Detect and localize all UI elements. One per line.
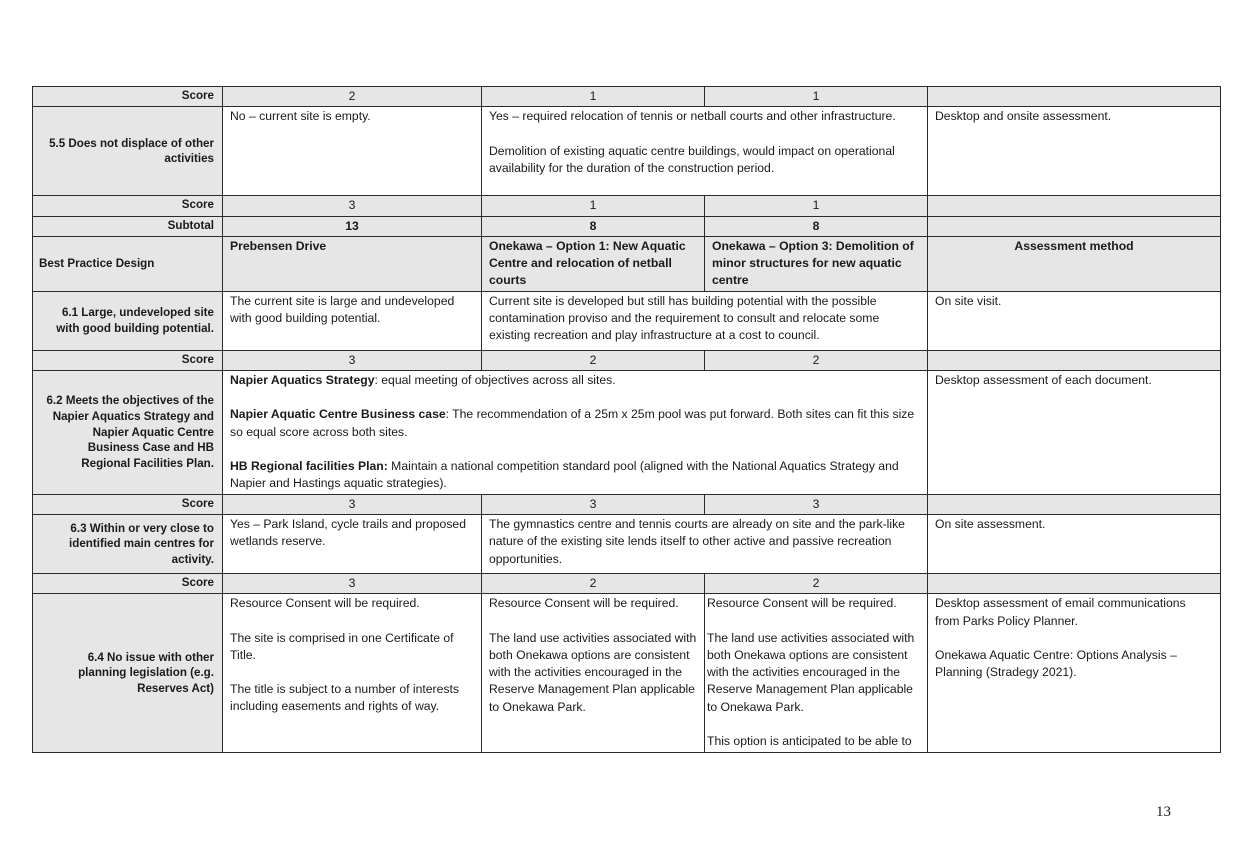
objectives-paragraph <box>230 458 920 493</box>
onekawa-paragraph: Current site is developed but still has building potential with the possible contamination proviso and the requirement to consult and relocate some existing recreation and play infrastructure at a cost to council. <box>489 293 880 343</box>
score-method <box>928 494 1221 514</box>
objectives-paragraph <box>230 372 920 389</box>
objectives-text: Maintain a national competition standard pool (aligned with the National Aquatics Strategy and Napier and Hastings aquatic strategies). <box>230 459 899 491</box>
onekawa-paragraph: Demolition of existing aquatic centre buildings, would impact on operational availability for the duration of the construction period. <box>489 143 895 175</box>
prebensen-paragraph: Resource Consent will be required. <box>230 596 420 611</box>
subtotal-label: Subtotal <box>33 216 223 236</box>
method-paragraph: Onekawa Aquatic Centre: Options Analysis – Planning (Stradegy 2021). <box>935 647 1177 680</box>
score-row <box>33 350 1221 370</box>
criterion-row-6-4 <box>33 594 1221 753</box>
column-header-onekawa-option-3: Onekawa – Option 3: Demolition of minor structures for new aquatic centre <box>705 236 928 291</box>
onekawa-paragraph: The gymnastics centre and tennis courts are already on site and the park-like nature of the existing site lends itself to other active and passive recreation opportunities. <box>489 516 905 566</box>
method-cell: On site assessment. <box>928 514 1221 573</box>
subtotal-onekawa-option-1: 8 <box>482 216 705 236</box>
criterion-label: 6.3 Within or very close to identified main centres for activity. <box>33 514 223 573</box>
score-onekawa-option-1: 2 <box>482 573 705 593</box>
criterion-row-5-5 <box>33 107 1221 196</box>
onekawa-cell <box>482 291 928 350</box>
score-prebensen: 3 <box>223 196 482 216</box>
score-onekawa-option-1: 1 <box>482 196 705 216</box>
method-paragraph: Desktop assessment of email communications from Parks Policy Planner. <box>935 596 1186 628</box>
score-onekawa-option-3: 2 <box>705 350 928 370</box>
score-row <box>33 494 1221 514</box>
prebensen-cell: The current site is large and undeveloped with good building potential. <box>223 291 482 350</box>
method-cell: Desktop and onsite assessment. <box>928 107 1221 196</box>
option-1-paragraph: The land use activities associated with both Onekawa options are consistent with the activities encouraged in the Reserve Management Plan applicable to Onekawa Park. <box>489 630 697 714</box>
objectives-text: : equal meeting of objectives across all sites. <box>374 373 616 388</box>
objectives-heading: Napier Aquatic Centre Business case <box>230 407 446 422</box>
score-prebensen: 3 <box>223 494 482 514</box>
option-3-paragraph: Resource Consent will be required. <box>707 596 897 611</box>
score-method <box>928 87 1221 107</box>
onekawa-option-3-cell <box>705 594 928 753</box>
objectives-paragraph <box>230 406 920 441</box>
score-method <box>928 573 1221 593</box>
objectives-cell <box>223 371 928 494</box>
column-header-prebensen: Prebensen Drive <box>223 236 482 291</box>
method-cell <box>928 594 1221 753</box>
assessment-table <box>32 86 1221 753</box>
section-title: Best Practice Design <box>33 236 223 291</box>
objectives-heading: Napier Aquatics Strategy <box>230 373 375 388</box>
section-header-row <box>33 236 1221 291</box>
objectives-text: : The recommendation of a 25m x 25m pool was put forward. Both sites can fit this size so equal score across both sites. <box>230 407 915 439</box>
score-label: Score <box>33 350 223 370</box>
prebensen-cell: No – current site is empty. <box>223 107 482 196</box>
score-onekawa-option-3: 2 <box>705 573 928 593</box>
method-cell: On site visit. <box>928 291 1221 350</box>
score-label: Score <box>33 494 223 514</box>
subtotal-row <box>33 216 1221 236</box>
score-onekawa-option-3: 3 <box>705 494 928 514</box>
option-1-paragraph: Resource Consent will be required. <box>489 596 679 611</box>
criterion-row-6-2 <box>33 371 1221 494</box>
score-method <box>928 350 1221 370</box>
method-cell: Desktop assessment of each document. <box>928 371 1221 494</box>
column-header-onekawa-option-1: Onekawa – Option 1: New Aquatic Centre and relocation of netball courts <box>482 236 705 291</box>
page-number: 13 <box>1156 804 1171 820</box>
option-3-paragraph: This option is anticipated to be able to <box>707 734 912 749</box>
score-label: Score <box>33 87 223 107</box>
criterion-label: 6.2 Meets the objectives of the Napier Aquatics Strategy and Napier Aquatic Centre Business Case and HB Regional Facilities Plan. <box>33 371 223 494</box>
score-onekawa-option-1: 1 <box>482 87 705 107</box>
criterion-row-6-1 <box>33 291 1221 350</box>
subtotal-onekawa-option-3: 8 <box>705 216 928 236</box>
onekawa-cell <box>482 107 928 196</box>
onekawa-paragraph: Yes – required relocation of tennis or netball courts and other infrastructure. <box>489 109 896 124</box>
score-onekawa-option-1: 3 <box>482 494 705 514</box>
prebensen-cell: Yes – Park Island, cycle trails and proposed wetlands reserve. <box>223 514 482 573</box>
score-onekawa-option-1: 2 <box>482 350 705 370</box>
objectives-heading: HB Regional facilities Plan: <box>230 459 388 474</box>
score-label: Score <box>33 196 223 216</box>
score-row <box>33 573 1221 593</box>
prebensen-paragraph: The title is subject to a number of interests including easements and rights of way. <box>230 682 459 714</box>
onekawa-cell <box>482 514 928 573</box>
onekawa-option-1-cell <box>482 594 705 753</box>
criterion-label: 6.1 Large, undeveloped site with good building potential. <box>33 291 223 350</box>
column-header-assessment-method: Assessment method <box>928 236 1221 291</box>
prebensen-paragraph: The site is comprised in one Certificate of Title. <box>230 630 454 662</box>
score-onekawa-option-3: 1 <box>705 87 928 107</box>
subtotal-prebensen: 13 <box>223 216 482 236</box>
criterion-label: 6.4 No issue with other planning legislation (e.g. Reserves Act) <box>33 594 223 753</box>
option-3-paragraph: The land use activities associated with both Onekawa options are consistent with the activities encouraged in the Reserve Management Plan applicable to Onekawa Park. <box>707 630 915 714</box>
score-prebensen: 3 <box>223 350 482 370</box>
score-row <box>33 87 1221 107</box>
criterion-label: 5.5 Does not displace of other activities <box>33 107 223 196</box>
score-prebensen: 3 <box>223 573 482 593</box>
prebensen-cell <box>223 594 482 753</box>
score-onekawa-option-3: 1 <box>705 196 928 216</box>
subtotal-method <box>928 216 1221 236</box>
score-method <box>928 196 1221 216</box>
score-row <box>33 196 1221 216</box>
criterion-row-6-3 <box>33 514 1221 573</box>
score-prebensen: 2 <box>223 87 482 107</box>
score-label: Score <box>33 573 223 593</box>
